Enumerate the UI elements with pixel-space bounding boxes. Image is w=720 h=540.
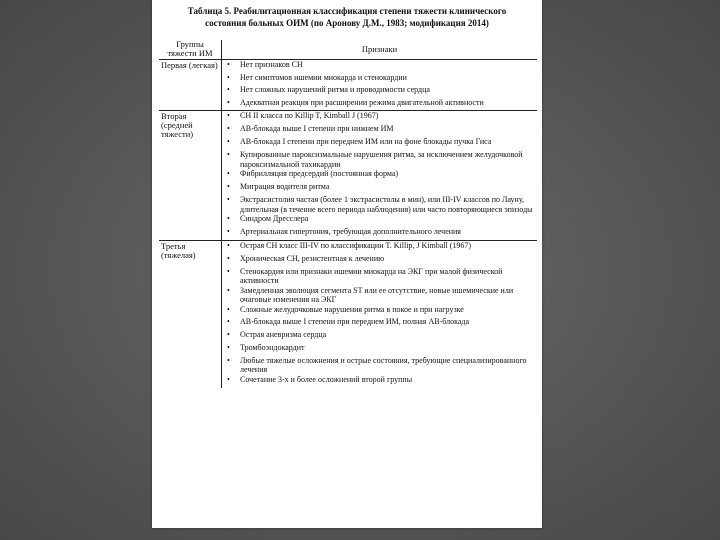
sign-item: • СН II класса по Killip T, Kimball J (1967): [222, 111, 535, 124]
signs-list: [222, 60, 537, 110]
signs-cell: [222, 60, 538, 111]
sign-item: • Стенокардия или признаки ишемии миокарда на ЭКГ при малой физической активности: [222, 267, 535, 286]
table-row-group-1: [159, 60, 537, 111]
group-label: Первая (легкая): [159, 60, 222, 111]
sign-item: • Острая СН класс III-IV по классификации T. Killip, J Kimball (1967): [222, 241, 535, 254]
sign-item: • Нет признаков СН: [222, 60, 535, 73]
sign-item: • Замедленная эволюция сегмента ST или ее отсутствие, новые ишемические или очаговые изменения на ЭКГ: [222, 286, 535, 305]
sign-item: • Сложные желудочковые нарушения ритма в покое и при нагрузке: [222, 305, 535, 318]
sign-item: • АВ-блокада выше I степени при нижнем ИМ: [222, 124, 535, 137]
group-label: Вторая (средней тяжести): [159, 111, 222, 241]
sign-item: • АВ-блокада I степени при переднем ИМ или на фоне блокады пучка Гиса: [222, 137, 535, 150]
sign-item: • Любые тяжелые осложнения и острые состояния, требующие специализированного лечения: [222, 356, 535, 375]
classification-table: [159, 40, 537, 388]
sign-item: • Нет симптомов ишемии миокарда и стенокардии: [222, 73, 535, 86]
sign-item: • Нет сложных нарушений ритма и проводимости сердца: [222, 85, 535, 98]
sign-item: • Синдром Дресслера: [222, 214, 535, 227]
table-header-row: [159, 40, 537, 60]
sign-item: • Экстрасистолия частая (более 1 экстрасистолы в мин), или III-IV классов по Лауну, длительная (в течение всего периода наблюдения) или часто повторяющиеся эпизоды: [222, 195, 535, 214]
signs-list: [222, 111, 537, 240]
sign-item: • Артериальная гипертония, требующая дополнительного лечения: [222, 227, 535, 240]
sign-item: • Тромбоэндокардит: [222, 343, 535, 356]
document-page: [152, 0, 542, 528]
sign-item: • Хроническая СН, резистентная к лечению: [222, 254, 535, 267]
caption-line-2: состояния больных ОИМ (по Аронову Д.М., 1983; модификация 2014): [205, 18, 489, 28]
table-row-group-3: [159, 241, 537, 388]
caption-line-1: Таблица 5. Реабилитационная классификация степени тяжести клинического: [187, 6, 507, 16]
sign-item: • Миграция водителя ритма: [222, 182, 535, 195]
sign-item: • Адекватная реакция при расширении режима двигательной активности: [222, 98, 535, 111]
table-row-group-2: [159, 111, 537, 241]
sign-item: • Острая аневризма сердца: [222, 330, 535, 343]
table-caption: [152, 0, 542, 30]
sign-item: • Сочетание 3-х и более осложнений второй группы: [222, 375, 535, 388]
column-header-signs: Признаки: [222, 40, 538, 60]
sign-item: • Купированные пароксизмальные нарушения ритма, за исключением желудочковой пароксизмальной тахикардии: [222, 150, 535, 169]
signs-cell: [222, 241, 538, 388]
signs-cell: [222, 111, 538, 241]
sign-item: • АВ-блокада выше I степени при переднем ИМ, полная АВ-блокада: [222, 317, 535, 330]
column-header-groups: Группы тяжести ИМ: [159, 40, 222, 60]
sign-item: • Фибрилляция предсердий (постоянная форма): [222, 169, 535, 182]
signs-list: [222, 241, 537, 388]
group-label: Третья (тяжелая): [159, 241, 222, 388]
